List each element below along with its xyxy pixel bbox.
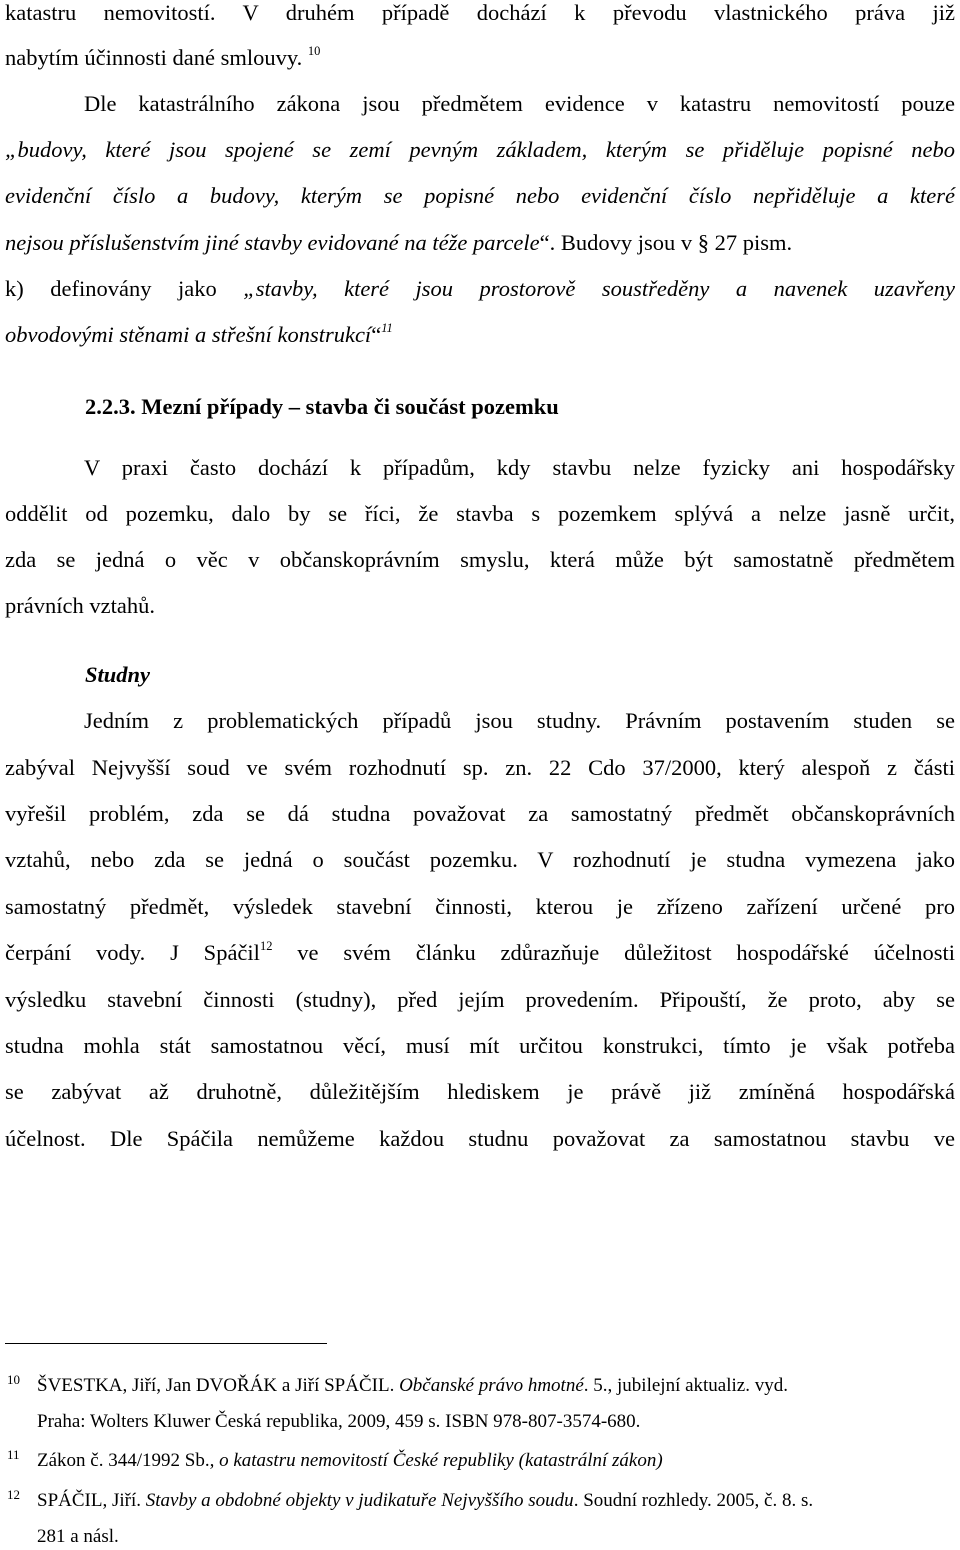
text-run: k) definovány jako: [5, 276, 244, 301]
footnote-ref-12[interactable]: 12: [259, 939, 273, 953]
subheading-studny: [85, 662, 960, 688]
text-run: nabytím účinnosti dané smlouvy.: [5, 45, 303, 70]
body-line: [5, 322, 955, 348]
section-heading: [85, 394, 960, 420]
footnote-text: [37, 1375, 788, 1397]
text-run: vyřešil problém, zda se dá studna považovat za samostatný předmět občanskoprávních: [5, 801, 955, 826]
body-line: [5, 755, 955, 781]
text-run: “. Budovy jsou v § 27 pism.: [539, 230, 793, 255]
footnote-text: Praha: Wolters Kluwer Česká republika, 2009, 459 s. ISBN 978-807-3574-680.: [37, 1411, 641, 1432]
subheading-text: Studny: [85, 662, 151, 687]
body-line: [5, 940, 955, 966]
citation-title: Stavby a obdobné objekty v judikatuře Nejvyššího soudu: [145, 1490, 574, 1511]
body-line: [5, 847, 955, 873]
body-line: [5, 1033, 955, 1059]
text-run: ŠVESTKA, Jiří, Jan DVOŘÁK a Jiří SPÁČIL.: [37, 1375, 400, 1396]
body-line: [5, 1126, 955, 1152]
text-run: právních vztahů.: [5, 593, 155, 618]
body-line: [5, 801, 955, 827]
text-run: zda se jedná o věc v občanskoprávním smyslu, která může být samostatně předmětem: [5, 547, 955, 572]
body-line: [5, 501, 955, 527]
footnote-number: 11: [7, 1447, 20, 1462]
body-line: [5, 183, 955, 209]
text-run: výsledku stavební činnosti (studny), před jejím provedením. Připouští, že proto, aby se: [5, 987, 955, 1012]
text-run: se zabývat až druhotně, důležitějším hlediskem je právě již zmíněná hospodářská: [5, 1079, 955, 1104]
body-line: [5, 0, 955, 26]
text-run: účelnost. Dle Spáčila nemůžeme každou studnu považovat za samostatnou stavbu ve: [5, 1126, 955, 1151]
footnote-number: 10: [7, 1372, 20, 1387]
footnote-ref-11[interactable]: 11: [381, 321, 393, 335]
body-line: [5, 547, 955, 573]
quote-text: obvodovými stěnami a střešní konstrukcí: [5, 322, 372, 347]
text-run: katastru nemovitostí. V druhém případě dochází k převodu vlastnického práva již: [5, 0, 955, 25]
footnote-number: 12: [7, 1487, 20, 1502]
body-line: [5, 708, 955, 734]
text-run: Jedním z problematických případů jsou studny. Právním postavením studen se: [84, 708, 955, 733]
footnote-ref-10[interactable]: 10: [307, 44, 321, 58]
text-run: čerpání vody. J Spáčil: [5, 940, 260, 965]
citation-title: , o katastru nemovitostí České republiky (katastrální zákon): [209, 1450, 663, 1471]
body-line: [5, 137, 955, 163]
text-run: Zákon č. 344/1992 Sb.: [37, 1450, 210, 1471]
quote-text: „stavby, které jsou prostorově soustředěny a navenek uzavřeny: [243, 276, 956, 301]
text-run: V praxi často dochází k případům, kdy stavbu nelze fyzicky ani hospodářsky: [84, 455, 955, 480]
footnote-text: 281 a násl.: [37, 1526, 119, 1547]
body-line: [5, 276, 955, 302]
footnote-text: [37, 1490, 813, 1512]
text-run: . Soudní rozhledy. 2005, č. 8. s.: [573, 1490, 814, 1511]
footnote-separator: [5, 1343, 327, 1344]
body-line: [5, 1079, 955, 1105]
quote-text: evidenční číslo a budovy, kterým se popisné nebo evidenční číslo nepřiděluje a které: [5, 183, 955, 208]
footnote-text: [37, 1450, 663, 1472]
body-line: [5, 91, 955, 117]
body-line: [5, 455, 955, 481]
body-line: [5, 45, 955, 71]
text-run: SPÁČIL, Jiří.: [37, 1490, 146, 1511]
text-run: oddělit od pozemku, dalo by se říci, že stavba s pozemkem splývá a nelze jasně určit,: [5, 501, 955, 526]
text-run: Dle katastrálního zákona jsou předmětem evidence v katastru nemovitostí pouze: [84, 91, 955, 116]
text-run: studna mohla stát samostatnou věcí, musí mít určitou konstrukci, tímto je však potřeba: [5, 1033, 955, 1058]
heading-text: 2.2.3. Mezní případy – stavba či součást pozemku: [85, 394, 559, 419]
body-line: [5, 230, 955, 256]
text-run: . 5., jubilejní aktualiz. vyd.: [583, 1375, 788, 1396]
text-run: ve svém článku zdůrazňuje důležitost hospodářské účelnosti: [272, 940, 955, 965]
text-run: zabýval Nejvyšší soud ve svém rozhodnutí sp. zn. 22 Cdo 37/2000, který alespoň z části: [5, 755, 955, 780]
quote-text: „budovy, které jsou spojené se zemí pevným základem, kterým se přiděluje popisné nebo: [5, 137, 955, 162]
quote-mark: “: [371, 322, 382, 347]
body-line: [5, 987, 955, 1013]
text-run: samostatný předmět, výsledek stavební činnosti, kterou je zřízeno zařízení určené pro: [5, 894, 955, 919]
body-line: [5, 593, 955, 619]
body-line: [5, 894, 955, 920]
quote-text: nejsou příslušenstvím jiné stavby evidované na téže parcele: [5, 230, 540, 255]
citation-title: Občanské právo hmotné: [399, 1375, 584, 1396]
text-run: vztahů, nebo zda se jedná o součást pozemku. V rozhodnutí je studna vymezena jako: [5, 847, 955, 872]
